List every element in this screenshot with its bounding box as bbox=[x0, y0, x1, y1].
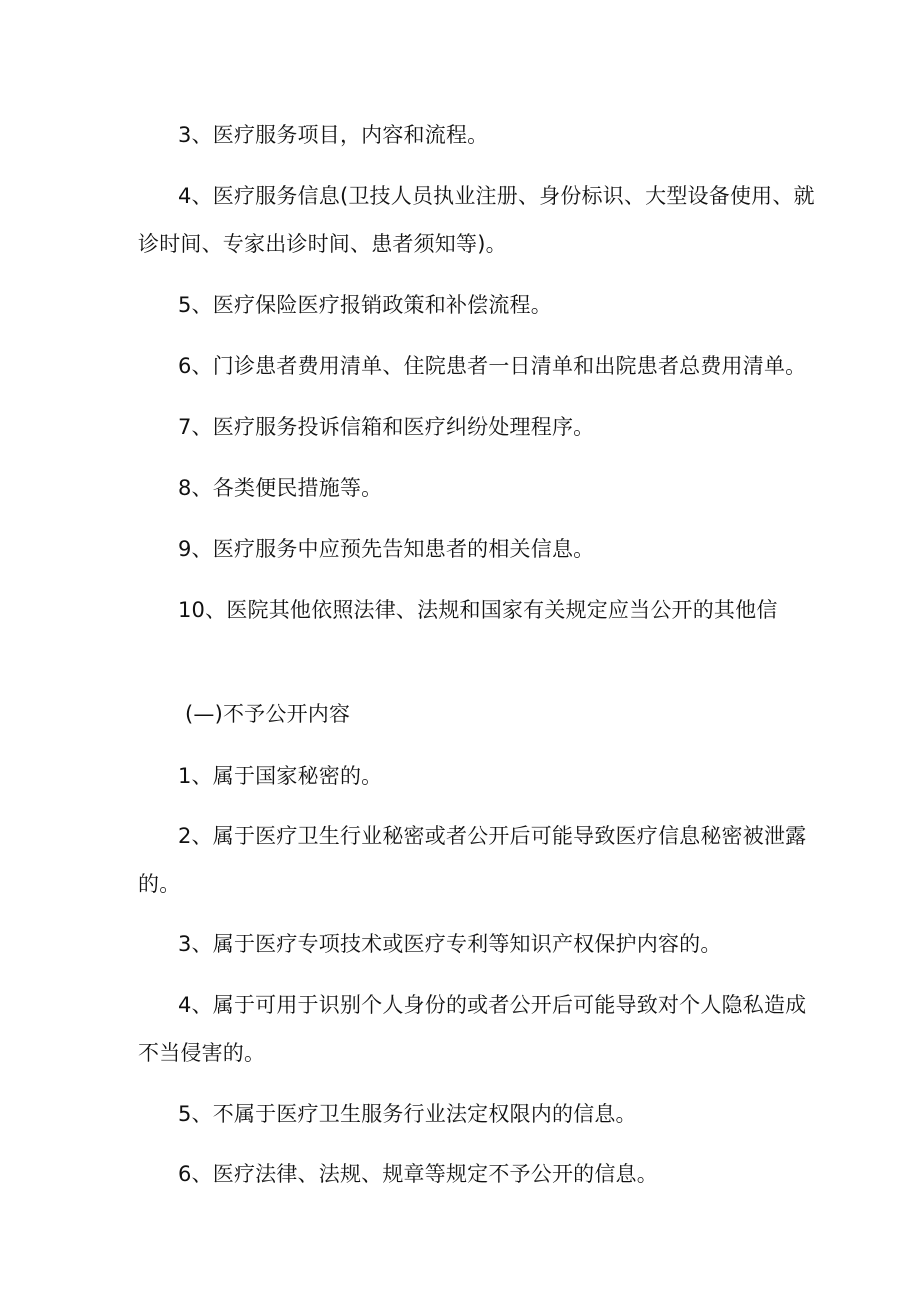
exempt-item-2-continuation: 的。 bbox=[138, 872, 181, 896]
exempt-item-2-industry-secret: 2、属于医疗卫生行业秘密或者公开后可能导致医疗信息秘密被泄露 bbox=[178, 824, 807, 848]
section-heading: (—)不予公开内容 bbox=[185, 702, 351, 726]
exempt-item-5-outside-authority: 5、不属于医疗卫生服务行业法定权限内的信息。 bbox=[178, 1102, 637, 1126]
list-item-3-medical-service-items: 3、医疗服务项目，内容和流程。 bbox=[178, 123, 489, 147]
list-item-6-patient-bills: 6、门诊患者费用清单、住院患者一日清单和出院患者总费用清单。 bbox=[178, 354, 807, 378]
exempt-item-4-personal-privacy: 4、属于可用于识别个人身份的或者公开后可能导致对个人隐私造成 bbox=[178, 993, 807, 1017]
exempt-item-4-continuation: 不当侵害的。 bbox=[138, 1041, 266, 1065]
exempt-item-1-state-secret: 1、属于国家秘密的。 bbox=[178, 764, 383, 788]
exempt-item-3-intellectual-property: 3、属于医疗专项技术或医疗专利等知识产权保护内容的。 bbox=[178, 932, 722, 956]
list-item-7-complaint-procedure: 7、医疗服务投诉信箱和医疗纠纷处理程序。 bbox=[178, 415, 595, 439]
list-item-8-convenience-measures: 8、各类便民措施等。 bbox=[178, 476, 383, 500]
list-item-4-medical-service-info: 4、医疗服务信息(卫技人员执业注册、身份标识、大型设备使用、就 bbox=[178, 184, 815, 208]
list-item-5-insurance-policy: 5、医疗保险医疗报销政策和补偿流程。 bbox=[178, 293, 552, 317]
exempt-item-6-legal-exemption: 6、医疗法律、法规、规章等规定不予公开的信息。 bbox=[178, 1162, 658, 1186]
list-item-9-advance-notice: 9、医疗服务中应预先告知患者的相关信息。 bbox=[178, 537, 595, 561]
list-item-10-other-public-info: 10、医院其他依照法律、法规和国家有关规定应当公开的其他信 bbox=[178, 598, 778, 622]
list-item-4-continuation: 诊时间、专家出诊时间、患者须知等)。 bbox=[138, 232, 507, 256]
